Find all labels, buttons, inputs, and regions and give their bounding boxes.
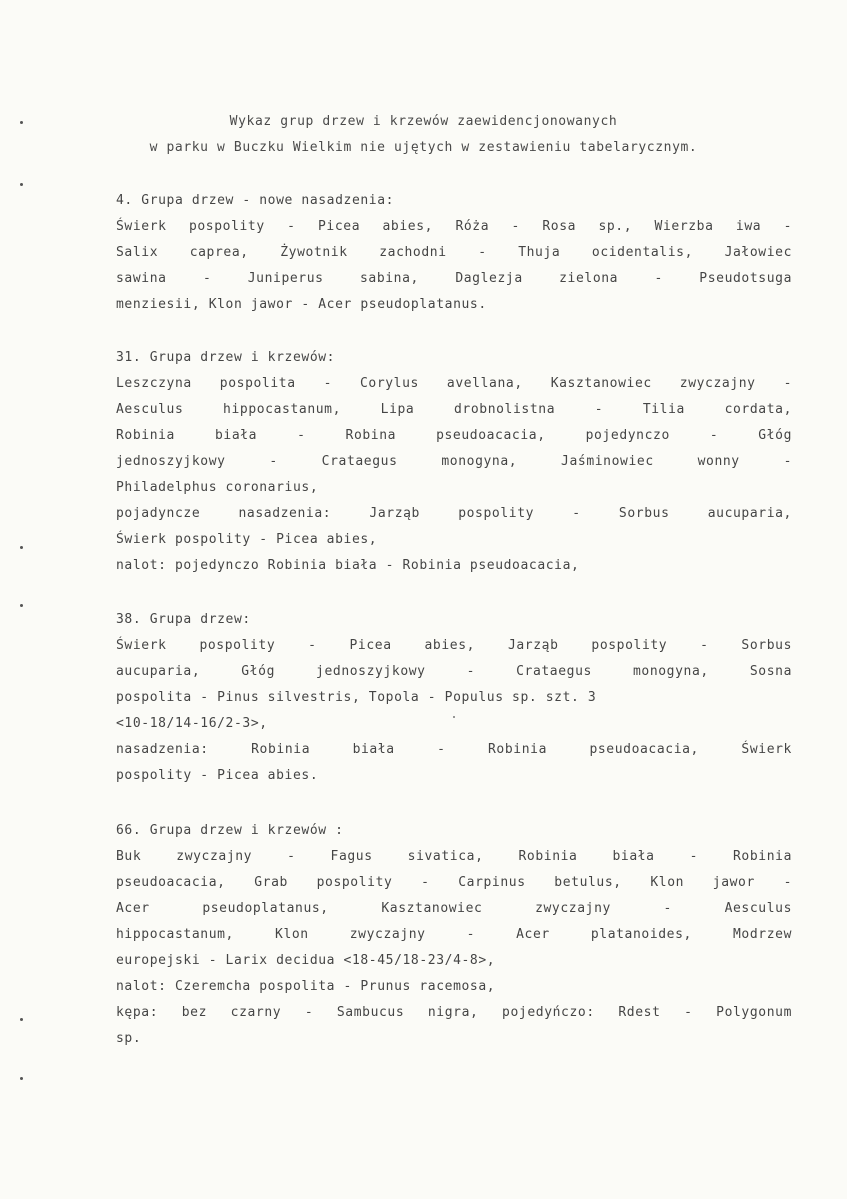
section-line: Aesculus hippocastanum, Lipa drobnolistna - Tilia cordata, xyxy=(116,402,792,417)
section-line: Buk zwyczajny - Fagus sivatica, Robinia biała - Robinia xyxy=(116,849,792,864)
section-line: <10-18/14-16/2-3>, xyxy=(116,716,268,731)
section-line: menziesii, Klon jawor - Acer pseudoplatanus. xyxy=(116,297,487,312)
section-line: hippocastanum, Klon zwyczajny - Acer platanoides, Modrzew xyxy=(116,927,792,942)
section-line: pseudoacacia, Grab pospolity - Carpinus betulus, Klon jawor - xyxy=(116,875,792,890)
section-line: sawina - Juniperus sabina, Daglezja zielona - Pseudotsuga xyxy=(116,271,792,286)
section-line: europejski - Larix decidua <18-45/18-23/4-8>, xyxy=(116,953,496,968)
section-line: pospolity - Picea abies. xyxy=(116,768,319,783)
section-group-4 xyxy=(116,188,792,318)
section-group-31 xyxy=(116,345,792,579)
document-title-line: w parku w Buczku Wielkim nie ujętych w zestawieniu tabelarycznym. xyxy=(149,140,698,155)
binder-hole-mark xyxy=(20,183,23,186)
section-line: nasadzenia: Robinia biała - Robinia pseudoacacia, Świerk xyxy=(116,742,792,757)
section-line: Acer pseudoplatanus, Kasztanowiec zwyczajny - Aesculus xyxy=(116,901,792,916)
section-heading: 4. Grupa drzew - nowe nasadzenia: xyxy=(116,193,395,208)
section-heading: 31. Grupa drzew i krzewów: xyxy=(116,350,336,365)
section-line: pojadyncze nasadzenia: Jarząb pospolity - Sorbus aucuparia, xyxy=(116,506,792,521)
section-heading: 38. Grupa drzew: xyxy=(116,612,251,627)
section-line: Robinia biała - Robina pseudoacacia, pojedynczo - Głóg xyxy=(116,428,792,443)
binder-hole-mark xyxy=(20,1077,23,1080)
document-title-line: Wykaz grup drzew i krzewów zaewidencjonowanych xyxy=(229,114,618,129)
section-line: Salix caprea, Żywotnik zachodni - Thuja ocidentalis, Jałowiec xyxy=(116,245,792,260)
binder-hole-mark xyxy=(20,546,23,549)
section-heading: 66. Grupa drzew i krzewów : xyxy=(116,823,344,838)
section-line: aucuparia, Głóg jednoszyjkowy - Crataegus monogyna, Sosna xyxy=(116,664,792,679)
section-line: Świerk pospolity - Picea abies, Róża - Rosa sp., Wierzba iwa - xyxy=(116,219,792,234)
section-group-66 xyxy=(116,818,792,1052)
section-line: Philadelphus coronarius, xyxy=(116,480,319,495)
section-line: Świerk pospolity - Picea abies, Jarząb pospolity - Sorbus xyxy=(116,638,792,653)
section-line: nalot: pojedynczo Robinia biała - Robinia pseudoacacia, xyxy=(116,558,580,573)
binder-hole-mark xyxy=(20,604,23,607)
section-line: sp. xyxy=(116,1031,142,1046)
section-line: pospolita - Pinus silvestris, Topola - Populus sp. szt. 3 xyxy=(116,690,597,705)
section-line: nalot: Czeremcha pospolita - Prunus racemosa, xyxy=(116,979,496,994)
section-line: Świerk pospolity - Picea abies, xyxy=(116,532,378,547)
binder-hole-mark xyxy=(20,1018,23,1021)
section-line: jednoszyjkowy - Crataegus monogyna, Jaśminowiec wonny - xyxy=(116,454,792,469)
section-group-38 xyxy=(116,607,792,789)
section-line: Leszczyna pospolita - Corylus avellana, Kasztanowiec zwyczajny - xyxy=(116,376,792,391)
section-line: kępa: bez czarny - Sambucus nigra, pojedyńczo: Rdest - Polygonum xyxy=(116,1005,792,1020)
